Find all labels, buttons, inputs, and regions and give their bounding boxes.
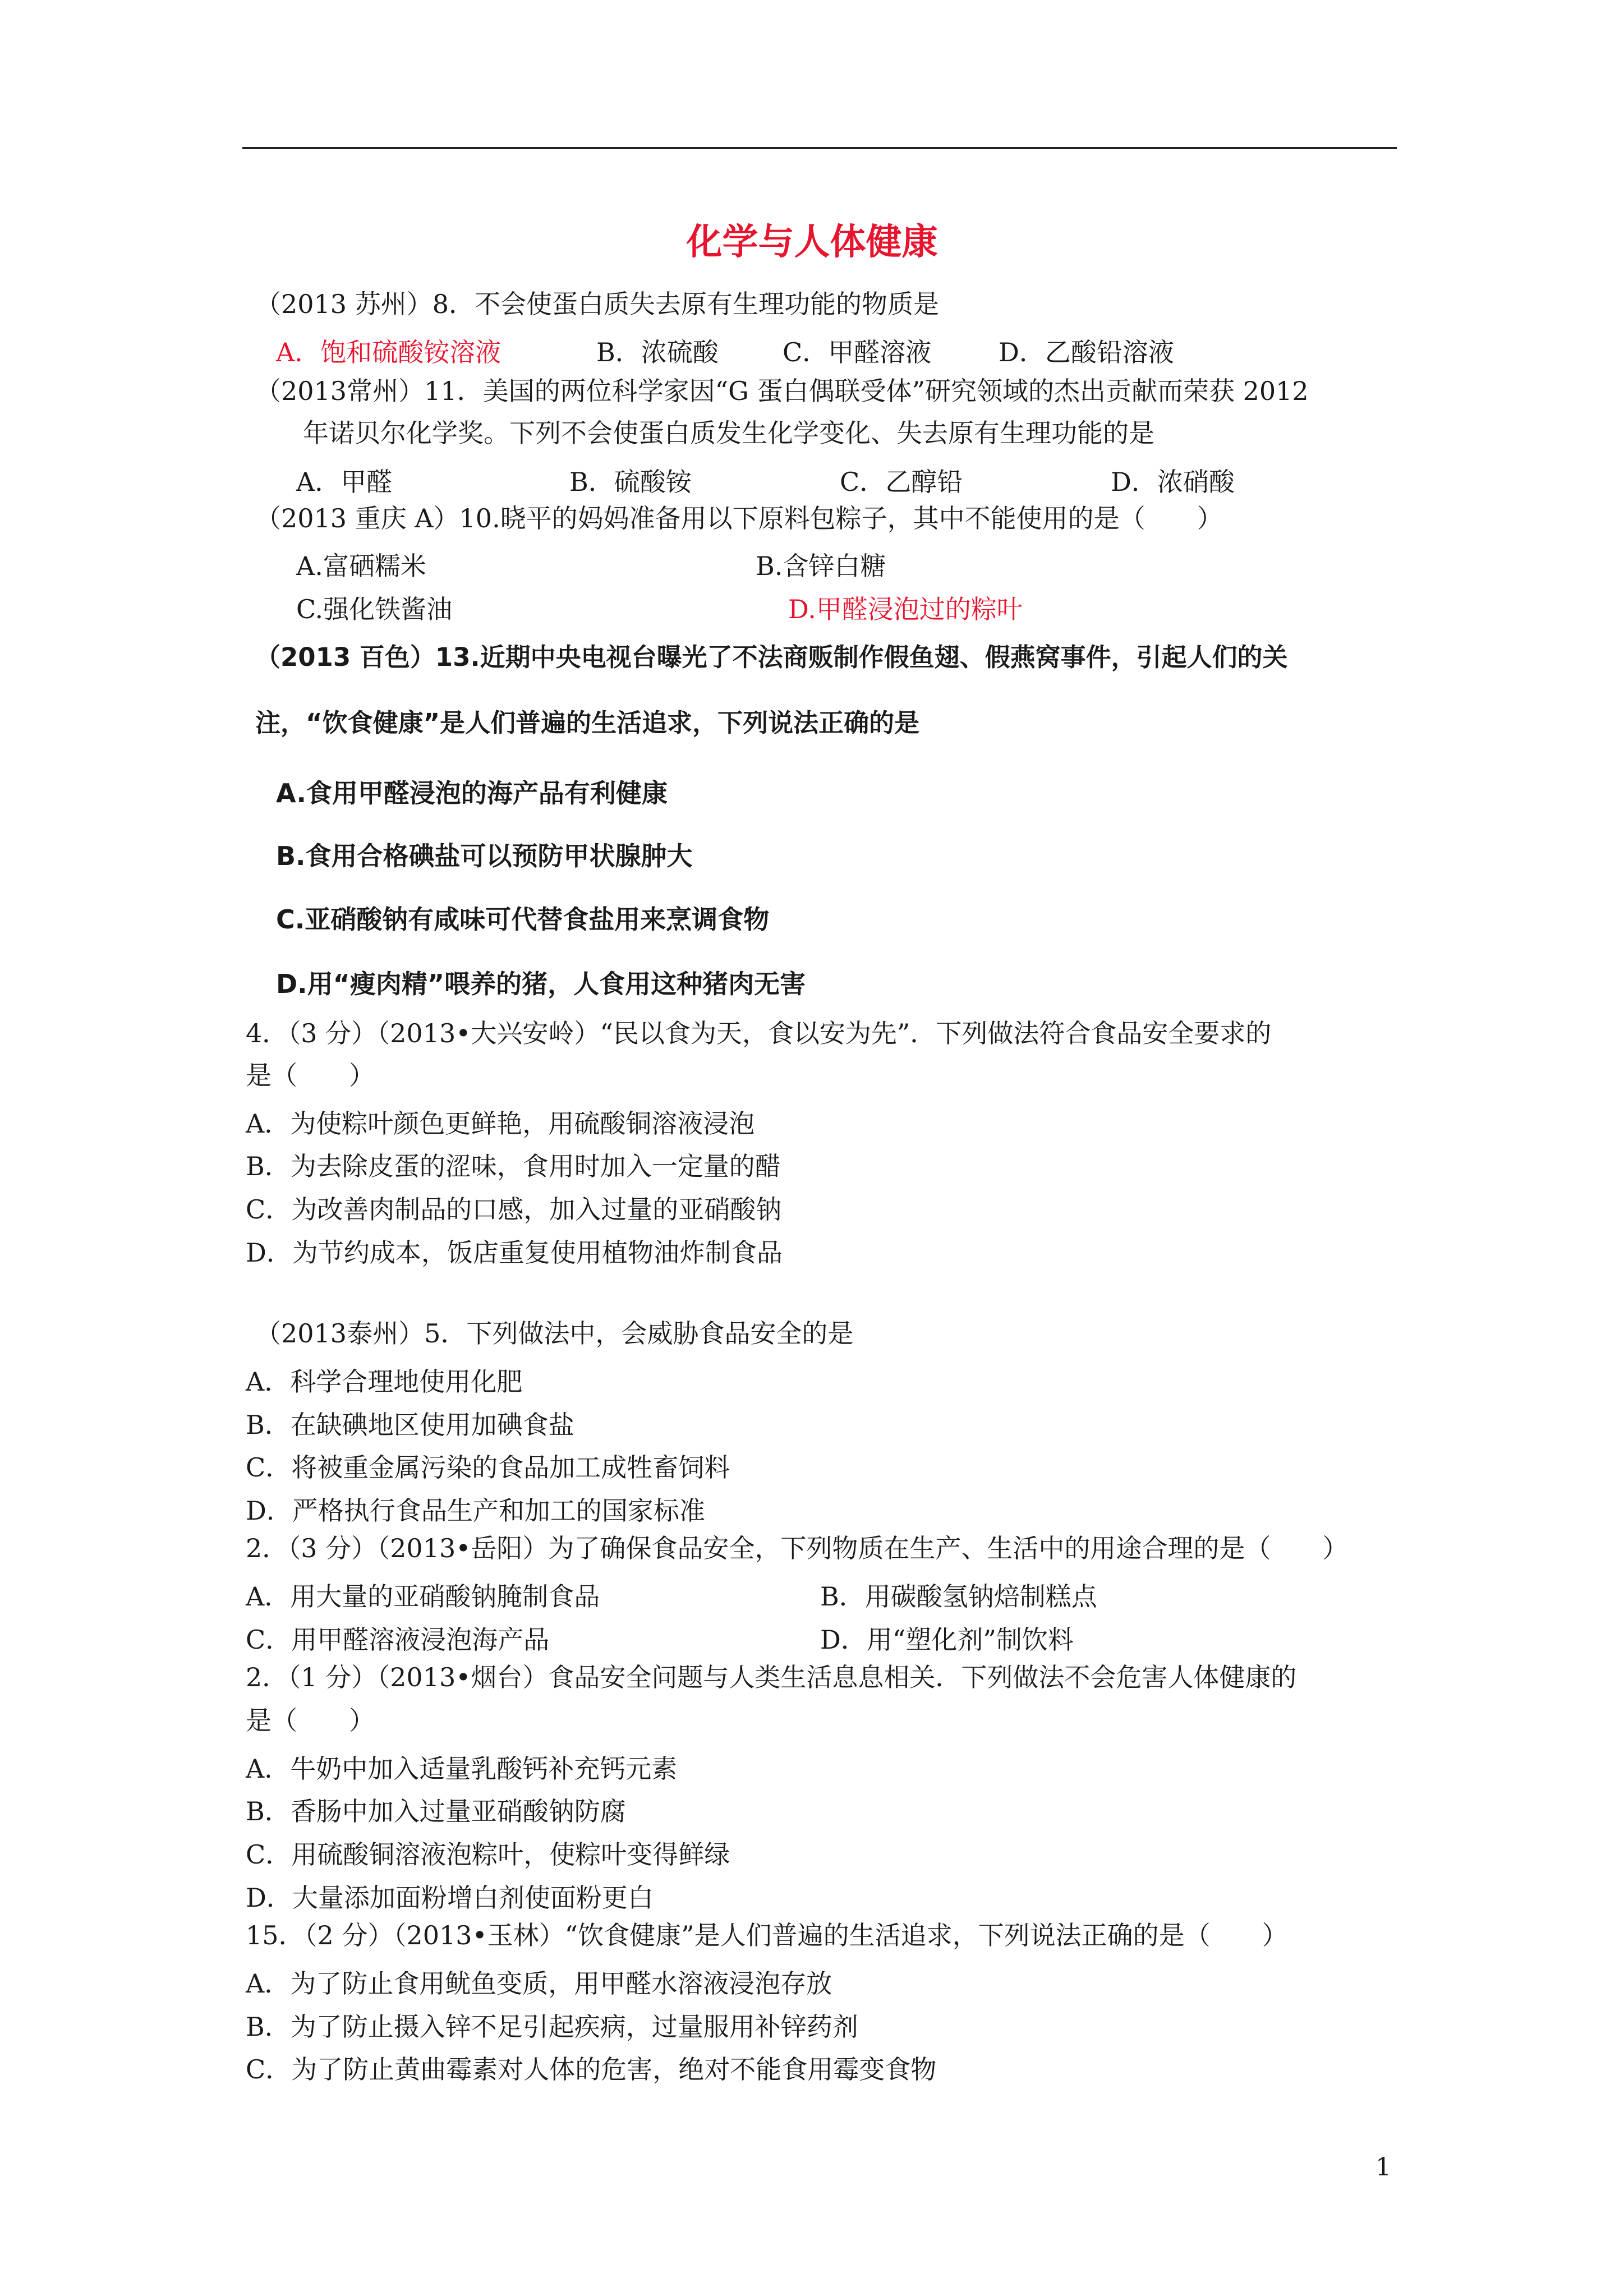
question-5-option-d: D．为节约成本，饭店重复使用植物油炸制食品	[246, 1237, 783, 1268]
question-8-option-a: A．牛奶中加入适量乳酸钙补充钙元素	[246, 1754, 678, 1784]
page-title: 化学与人体健康	[686, 222, 938, 263]
question-6-option-d: D．严格执行食品生产和加工的国家标准	[246, 1496, 705, 1526]
question-8-stem-line1: 2．（1 分）（2013•烟台）食品安全问题与人类生活息息相关．下列做法不会危害人体健康的	[246, 1662, 1297, 1692]
question-4-option-d: D.用“瘦肉精”喂养的猪，人食用这种猪肉无害	[276, 969, 806, 999]
question-3-option-b: B.含锌白糖	[756, 551, 886, 581]
question-2-option-a: A．甲醛	[296, 467, 393, 497]
question-6-stem: （2013泰州）5．下列做法中，会威胁食品安全的是	[255, 1318, 854, 1349]
question-7-option-d: D．用“塑化剂”制饮料	[820, 1625, 1074, 1655]
question-2-stem-line2: 年诺贝尔化学奖。下列不会使蛋白质发生化学变化、失去原有生理功能的是	[303, 418, 1154, 448]
question-5-option-a: A．为使粽叶颜色更鲜艳，用硫酸铜溶液浸泡	[246, 1108, 755, 1139]
question-2-stem-line1: （2013常州）11．美国的两位科学家因“G 蛋白偶联受体”研究领域的杰出贡献而荣获 2012	[255, 376, 1309, 406]
question-4-stem-line1: （2013 百色）13.近期中央电视台曝光了不法商贩制作假鱼翅、假燕窝事件，引起人们的关	[255, 642, 1288, 672]
question-4-option-c: C.亚硝酸钠有咸味可代替食盐用来烹调食物	[276, 904, 770, 935]
question-5-option-b: B．为去除皮蛋的涩味，食用时加入一定量的醋	[246, 1151, 781, 1181]
question-7-option-a: A．用大量的亚硝酸钠腌制食品	[246, 1581, 600, 1612]
question-7-option-c: C．用甲醛溶液浸泡海产品	[246, 1625, 550, 1655]
question-1-option-a: A．饱和硫酸铵溶液	[276, 337, 502, 367]
header-rule	[242, 147, 1397, 149]
question-2-option-d: D．浓硝酸	[1111, 467, 1235, 497]
question-5-option-c: C．为改善肉制品的口感，加入过量的亚硝酸钠	[246, 1194, 782, 1225]
question-9-option-a: A．为了防止食用鱿鱼变质，用甲醛水溶液浸泡存放	[246, 1968, 832, 1999]
question-8-option-c: C．用硫酸铜溶液泡粽叶，使粽叶变得鲜绿	[246, 1839, 730, 1870]
question-6-option-c: C．将被重金属污染的食品加工成牲畜饲料	[246, 1452, 730, 1483]
question-4-option-b: B.食用合格碘盐可以预防甲状腺肿大	[276, 841, 693, 871]
question-5-stem-line1: 4．（3 分）（2013•大兴安岭）“民以食为天，食以安为先”．下列做法符合食品安全要求的	[246, 1018, 1272, 1048]
question-1-stem: （2013 苏州）8．不会使蛋白质失去原有生理功能的物质是	[255, 289, 939, 319]
question-9-stem: 15．（2 分）（2013•玉林）“饮食健康”是人们普遍的生活追求，下列说法正确的是（ ）	[246, 1920, 1288, 1950]
question-3-option-d: D.甲醛浸泡过的粽叶	[788, 594, 1023, 624]
page-number: 1	[1375, 2153, 1391, 2182]
question-2-option-b: B．硫酸铵	[569, 467, 692, 497]
question-1-option-b: B．浓硫酸	[596, 337, 719, 367]
question-6-option-b: B．在缺碘地区使用加碘食盐	[246, 1410, 574, 1440]
question-7-stem: 2．（3 分）（2013•岳阳）为了确保食品安全，下列物质在生产、生活中的用途合理的是（ ）	[246, 1533, 1349, 1563]
question-9-option-c: C．为了防止黄曲霉素对人体的危害，绝对不能食用霉变食物	[246, 2054, 937, 2085]
question-4-option-a: A.食用甲醛浸泡的海产品有利健康	[276, 778, 668, 808]
question-3-option-a: A.富硒糯米	[296, 551, 426, 581]
question-8-stem-line2: 是（ ）	[246, 1705, 375, 1736]
question-7-option-b: B．用碳酸氢钠焙制糕点	[820, 1581, 1097, 1612]
question-2-option-c: C．乙醇铅	[840, 467, 963, 497]
question-4-stem-line2: 注，“饮食健康”是人们普遍的生活追求，下列说法正确的是	[255, 708, 920, 738]
question-8-option-b: B．香肠中加入过量亚硝酸钠防腐	[246, 1796, 626, 1826]
question-3-stem: （2013 重庆 A）10.晓平的妈妈准备用以下原料包粽子，其中不能使用的是（ ）	[255, 503, 1223, 533]
question-3-option-c: C.强化铁酱油	[296, 594, 453, 624]
question-1-option-c: C．甲醛溶液	[783, 337, 932, 367]
question-1-option-d: D．乙酸铅溶液	[999, 337, 1174, 367]
question-5-stem-line2: 是（ ）	[246, 1060, 375, 1091]
question-6-option-a: A．科学合理地使用化肥	[246, 1366, 523, 1397]
question-8-option-d: D．大量添加面粉增白剂使面粉更白	[246, 1883, 654, 1913]
question-9-option-b: B．为了防止摄入锌不足引起疾病，过量服用补锌药剂	[246, 2012, 858, 2042]
